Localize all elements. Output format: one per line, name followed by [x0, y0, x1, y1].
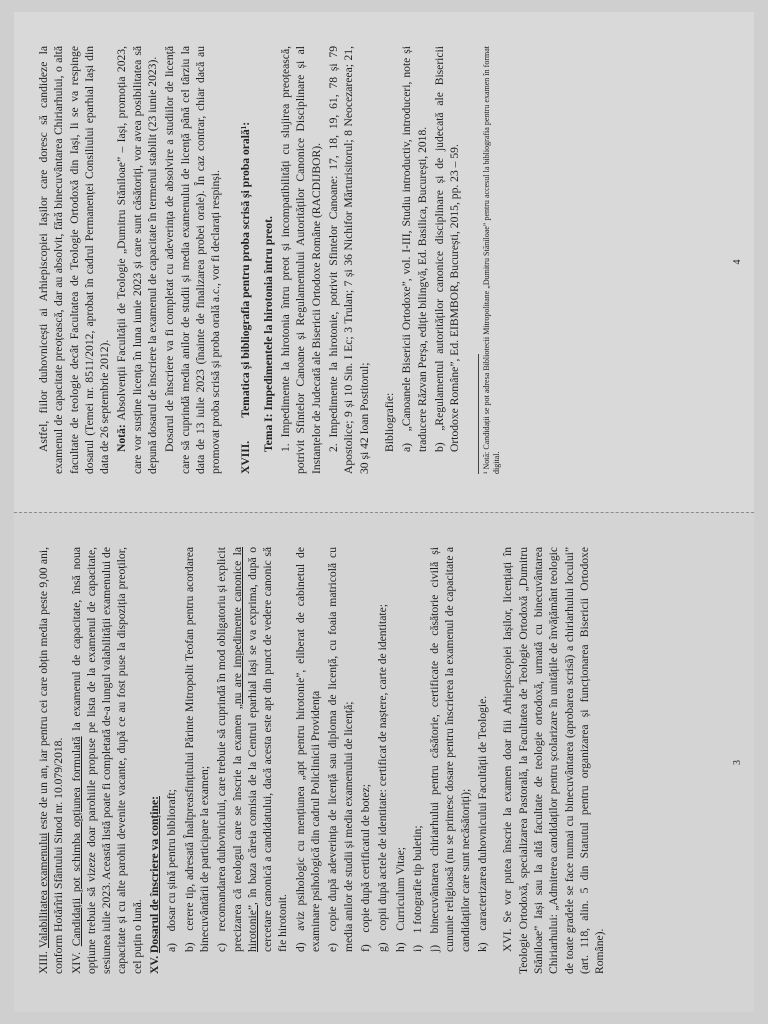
note-paragraph	[114, 46, 160, 474]
list-item-c-text: c) recomandarea duhovnicului, care trebuie să cuprindă în mod obligatoriu și explicit precizarea că teologul care se înscrie la examen	[215, 547, 244, 952]
page-4	[14, 12, 754, 512]
section-xviii-heading: XVIII. Tematica și bibliografia pentru proba scrisă și proba orală¹:	[238, 121, 252, 474]
section-xv-label: XV.	[148, 952, 162, 974]
bibliography-label: Bibliografie:	[382, 392, 396, 452]
list-item-d: d) aviz psihologic cu mențiunea „apt pentru hirotonie”, eliberat de cabinetul de examinare psihologică din cadrul Policlinicii Providența	[293, 547, 323, 952]
list-item-i: i) 1 fotografie tip buletin;	[410, 825, 424, 952]
footnote-divider	[478, 354, 479, 474]
footnote: ¹ Notă: Candidații se pot adresa Bibliotecii Mitropolitane „Dumitru Stăniloae” pentru accesul la bibliografia pentru examen în format digital.	[482, 46, 502, 474]
list-item-c-rest: , în baza căreia comisia de la Centrul eparhial Iași se va exprima, după o cercetare canonică a candidatului, dacă acesta este apt din punct de vedere canonic să fie hirotonit.	[245, 547, 290, 952]
tema-paragraph-1: 1. Impedimente la hirotonia întru preot și incompatibilități cu slujirea preoțească, potrivit Sfintelor Canoane și Regulamentului Autorităților Canonice Disciplinare și al Instanțelor de Judecată ale Bisericii Ortodoxe Române (RACDIJBOR).	[279, 46, 323, 474]
paragraph-intro: Astfel, fiilor duhovnicești ai Arhiepiscopiei Iașilor care doresc să candideze la examenul de capacitate preoțească, dar au absolvit, fără binecuvântarea Chiriarhului, o altă facultate de teologie decât Facultatea de Teologie Ortodoxă din Iași, li se va respinge dosarul (Temei nr. 8511/2012, aprobat în cadrul Permanenței Consiliului eparhial Iași din data de 26 septembrie 2012).	[37, 46, 112, 474]
section-xv-heading	[147, 547, 162, 974]
list-item-c-underlined: „nu are impedimente canonice la hirotonie”	[230, 547, 259, 952]
section-xiv-underlined: Candidații pot schimba opțiunea formulată	[69, 736, 83, 947]
section-xiv-text: la examenul de capacitate, însă noua opțiune trebuie să vizeze doar parohiile propuse pe lista de la examenul de capacitate, sesiunea iulie 2023. Această listă poate fi completată de-a lungul valabilității examenului de capacitate și cu alte parohii devenite vacante, după ce au fost puse la dispoziția preoților, cel puțin o lună.	[69, 547, 144, 974]
list-item-b: b) cerere tip, adresată Înaltpreasfințitului Părinte Mitropolit Teofan pentru acordarea binecuvântării de participare la examen;	[182, 547, 211, 952]
tema-paragraph-2: 2. Impedimente la hirotonie, potrivit Sfintelor Canoane: 17, 18, 19, 61, 78 și 79 Apostolice; 9 și 10 Sin. I Ec; 3 Trulan; 7 și 36 Nichifor Mărturisitorul; 8 Neocezareea; 21, 30 și 42 Ioan Postitorul;	[327, 46, 371, 474]
page-number: 3	[731, 760, 743, 765]
document-spread	[14, 12, 754, 1012]
list-item-j: j) binecuvântarea chiriarhului pentru căsătorie, certificate de căsătorie civilă și cununie religioasă (nu se primesc dosare pentru înscrierea la examenul de capacitate a candidaților care sunt necăsătoriți);	[428, 547, 472, 952]
list-item-g: g) copii după actele de identitate: certificat de naștere, carte de identitate;	[376, 604, 390, 952]
section-xiii-underlined: Valabilitatea examenului	[37, 832, 50, 949]
section-xiii	[36, 547, 67, 974]
note-label: Notă:	[115, 424, 129, 452]
tema-heading: Tema I: Impedimentele la hirotonia întru preot.	[261, 216, 275, 452]
section-xiii-text: este de un an, iar pentru cei care obțin media peste 9,00 ani, conform Hotărîrii Sfântului Sinod nr. 10.079/2018.	[37, 547, 66, 974]
note-text: Absolvenții Facultății de Teologie „Dumitru Stăniloae” – Iași, promoția 2023, care vor susține licența în luna iunie 2023 și care sunt căsătoriți, vor avea posibilitatea să depună dosarul de înscriere la examenul de capacitate în termenul stabilit (23 iunie 2023).	[115, 46, 160, 474]
list-item-f: f) copie după certificatul de botez;	[358, 783, 372, 952]
list-item-k: k) caracterizarea duhovnicului Facultății de Teologie.	[476, 695, 490, 952]
section-xiv	[69, 547, 145, 974]
section-xiv-label: XIV.	[69, 946, 83, 974]
bibliography-item-a: a) „Canoanele Bisericii Ortodoxe”, vol. I-III, Studiu introductiv, introduceri, note și traducere Răzvan Perșa, ediție bilingvă, Ed. Basilica, București, 2018.	[400, 46, 429, 452]
section-xiii-label: XIII.	[37, 948, 50, 974]
list-item-h: h) Curriculum Vitae;	[393, 846, 407, 952]
page-number: 4	[731, 259, 743, 265]
section-xvi: XVI. Se vor putea înscrie la examen doar fiii Arhiepiscopiei Iașilor, licențiați în Teologie Ortodoxă, specializarea Pastorală, la Facultatea de Teologie Ortodoxă „Dumitru Stăniloae” Iași sau la altă facultate de teologie ortodoxă, urmată cu binecuvântarea Chiriarhului: „Admiterea candidaților pentru școlarizare în unitățile de învățământ teologic de toate gradele se face numai cu binecuvântarea (aprobarea scrisă) a chiriarhului locului” (art. 118, alin. 5 din Statutul pentru organizarea și funcționarea Bisericii Ortodoxe Române).	[501, 547, 607, 974]
bibliography-item-b: b) „Regulamentul autorităților canonice disciplinare și de judecată ale Bisericii Ortodoxe Române”, Ed. EIBMBOR, București, 2015, pp. 23 – 59.	[432, 46, 462, 452]
list-item-e: e) copie după adeverința de licență sau diploma de licență, cu foaia matricolă cu media anilor de studii și media examenului de licență;	[326, 547, 355, 952]
page-3	[14, 512, 754, 1012]
paragraph-dossier: Dosarul de înscriere va fi completat cu adeverința de absolvire a studiilor de licență care să cuprindă media anilor de studii și media examenului de licență până cel târziu la data de 13 iulie 2023 (înainte de finalizarea probei orale). În caz contrar, chiar dacă au promovat proba scrisă și proba orală a.c., vor fi declarați respinși.	[163, 46, 223, 474]
list-item-a: a) dosar cu șină pentru biblioraft;	[165, 789, 179, 952]
list-item-c	[214, 547, 290, 974]
section-xv-title: Dosarul de înscriere va conține:	[148, 796, 162, 953]
